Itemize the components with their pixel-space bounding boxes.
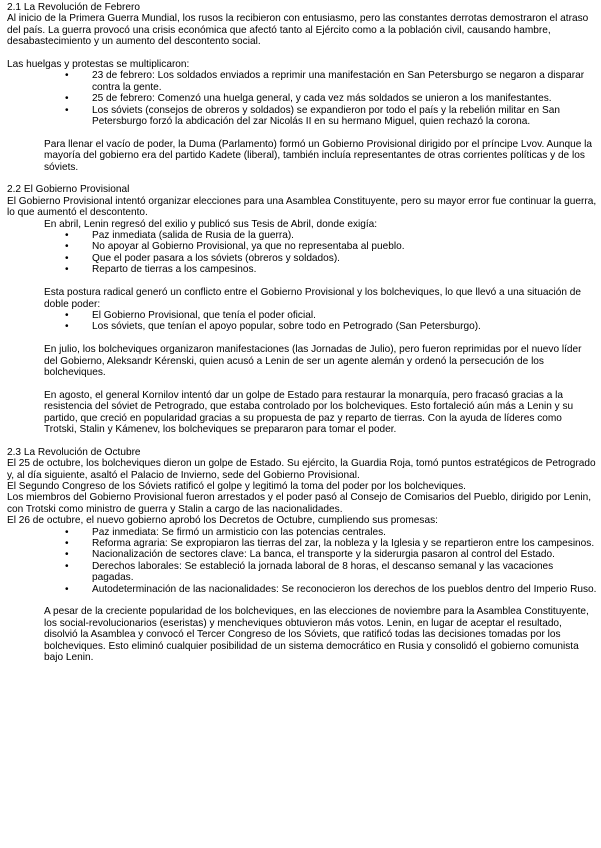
spacer <box>7 333 597 344</box>
bullet-icon: • <box>65 264 69 276</box>
bullet-icon: • <box>65 583 69 595</box>
section-heading-2-2: 2.2 El Gobierno Provisional <box>7 184 130 196</box>
spacer <box>7 435 597 446</box>
document-page <box>7 2 597 663</box>
spacer <box>7 378 597 389</box>
list-item-text: El Gobierno Provisional, que tenía el poder oficial. <box>92 309 316 321</box>
april-theses-list <box>7 230 597 276</box>
list-item-text: Los sóviets (consejos de obreros y soldados) se expandieron por todo el país y la rebelión militar en San Petersburgo forzó la abdicación del zar Nicolás II en su hermano Miguel, quien rechazó la corona. <box>92 104 560 128</box>
bullet-icon: • <box>65 230 69 242</box>
list-item <box>7 584 597 595</box>
list-item <box>7 561 597 584</box>
paragraph-october-coup: El 25 de octubre, los bolcheviques dieron un golpe de Estado. Su ejército, la Guardia Roja, tomó puntos estratégicos de Petrogrado y, al día siguiente, asaltó el Palacio de Invierno, sede del Gobierno Provisional. <box>7 458 596 481</box>
spacer <box>7 173 597 184</box>
list-item-text: 23 de febrero: Los soldados enviados a reprimir una manifestación en San Petersburgo se negaron a disparar contra la gente. <box>92 70 585 93</box>
paragraph-provisional-intro: El Gobierno Provisional intentó organizar elecciones para una Asamblea Constituyente, pero su mayor error fue continuar la guerra, lo que aumentó el descontento. <box>7 195 597 219</box>
bullet-icon: • <box>65 549 69 561</box>
bullet-icon: • <box>65 93 69 105</box>
bullet-icon: • <box>65 526 69 538</box>
paragraph-lenin-april: En abril, Lenin regresó del exilio y publicó sus Tesis de Abril, donde exigía: <box>44 218 378 230</box>
list-item <box>7 253 597 264</box>
list-item <box>7 93 597 104</box>
paragraph-duma: Para llenar el vacío de poder, la Duma (Parlamento) formó un Gobierno Provisional dirigido por el príncipe Lvov. Aunque la mayoría del gobierno era del partido Kadete (liberal), también incluía representantes de otras corrientes políticas y de los sóviets. <box>44 138 592 173</box>
paragraph-decrees-intro: El 26 de octubre, el nuevo gobierno aprobó los Decretos de Octubre, cumpliendo sus promesas: <box>7 515 438 527</box>
list-item <box>7 264 597 275</box>
list-item <box>7 70 597 93</box>
list-item-text: Reparto de tierras a los campesinos. <box>92 264 257 276</box>
list-item-text: No apoyar al Gobierno Provisional, ya que no representaba al pueblo. <box>92 241 405 253</box>
paragraph-conflict: Esta postura radical generó un conflicto entre el Gobierno Provisional y los bolcheviques, lo que llevó a una situación de doble poder: <box>44 287 581 310</box>
section-heading-2-1: 2.1 La Revolución de Febrero <box>7 2 140 13</box>
bullet-icon: • <box>65 104 69 116</box>
list-item <box>7 538 597 549</box>
list-item <box>7 241 597 252</box>
list-item <box>7 310 597 321</box>
list-item <box>7 549 597 560</box>
list-item-text: Paz inmediata (salida de Rusia de la guerra). <box>92 230 294 242</box>
list-item-text: Los sóviets, que tenían el apoyo popular, sobre todo en Petrogrado (San Petersburgo). <box>92 321 481 333</box>
list-item-text: Nacionalización de sectores clave: La banca, el transporte y la siderurgia pasaron al control del Estado. <box>92 549 555 561</box>
bullet-icon: • <box>65 252 69 264</box>
bullet-icon: • <box>65 241 69 253</box>
bullet-icon: • <box>65 70 69 82</box>
strikes-title: Las huelgas y protestas se multiplicaron: <box>7 59 190 71</box>
list-item-text: Autodeterminación de las nacionalidades: Se reconocieron los derechos de los pueblos dentro del Imperio Ruso. <box>92 583 597 595</box>
october-decrees-list <box>7 527 597 595</box>
strikes-list <box>7 70 597 127</box>
paragraph-arrests: Los miembros del Gobierno Provisional fueron arrestados y el poder pasó al Consejo de Comisarios del Pueblo, dirigido por Lenin, con Trotski como ministro de guerra y Stalin a cargo de las nacionalidades. <box>7 492 592 515</box>
paragraph-war-intro: Al inicio de la Primera Guerra Mundial, los rusos la recibieron con entusiasmo, pero las constantes derrotas demostraron el atraso del país. La guerra provocó una crisis económica que afectó tanto al Ejército como a la población civil, causando hambre, desabastecimiento y un aumento del descontento social. <box>7 13 589 48</box>
list-item-text: Paz inmediata: Se firmó un armisticio con las potencias centrales. <box>92 526 386 538</box>
list-item-text: Derechos laborales: Se estableció la jornada laboral de 8 horas, el descanso semanal y las vacaciones pagadas. <box>92 560 554 584</box>
bullet-icon: • <box>65 537 69 549</box>
bullet-icon: • <box>65 321 69 333</box>
spacer <box>7 127 597 138</box>
list-item <box>7 321 597 332</box>
section-heading-2-3: 2.3 La Revolución de Octubre <box>7 446 141 458</box>
paragraph-kornilov: En agosto, el general Kornilov intentó dar un golpe de Estado para restaurar la monarquía, pero fracasó gracias a la resistencia del sóviet de Petrogrado, que estaba controlado por los bolcheviques. Esto fortaleció aún más a Lenin y su partido, que creció en popularidad gracias a su propuesta de paz y reparto de tierras. Con la ayuda de líderes como Trotski, Stalin y Kámenev, los bolcheviques se prepararon para tomar el poder. <box>44 389 574 435</box>
bullet-icon: • <box>65 309 69 321</box>
paragraph-second-congress: El Segundo Congreso de los Sóviets ratificó el golpe y legitimó la toma del poder por los bolcheviques. <box>7 480 466 492</box>
spacer <box>7 276 597 287</box>
dual-power-list <box>7 310 597 333</box>
paragraph-constituent-assembly: A pesar de la creciente popularidad de los bolcheviques, en las elecciones de noviembre para la Asamblea Constituyente, los social-revolucionarios (eseristas) y mencheviques obtuvieron más votos. Lenin, en lugar de aceptar el resultado, disolvió la Asamblea y convocó el Tercer Congreso de los Sóviets, que ratificó todas las decisiones tomadas por los bolcheviques. Esto eliminó cualquier posibilidad de un sistema democrático en Rusia y consolidó el gobierno comunista bajo Lenin. <box>44 606 589 664</box>
list-item-text: Que el poder pasara a los sóviets (obreros y soldados). <box>92 252 340 264</box>
list-item-text: 25 de febrero: Comenzó una huelga general, y cada vez más soldados se unieron a los manifestantes. <box>92 93 552 105</box>
spacer <box>7 48 597 59</box>
list-item <box>7 230 597 241</box>
paragraph-july-days: En julio, los bolcheviques organizaron manifestaciones (las Jornadas de Julio), pero fueron reprimidas por el nuevo líder del Gobierno, Aleksandr Kérenski, quien acusó a Lenin de ser un agente alemán y ordenó la persecución de los bolcheviques. <box>44 344 582 378</box>
list-item-text: Reforma agraria: Se expropiaron las tierras del zar, la nobleza y la Iglesia y se repartieron entre los campesinos. <box>92 537 595 549</box>
spacer <box>7 595 597 606</box>
bullet-icon: • <box>65 560 69 572</box>
list-item <box>7 105 597 128</box>
list-item <box>7 527 597 538</box>
